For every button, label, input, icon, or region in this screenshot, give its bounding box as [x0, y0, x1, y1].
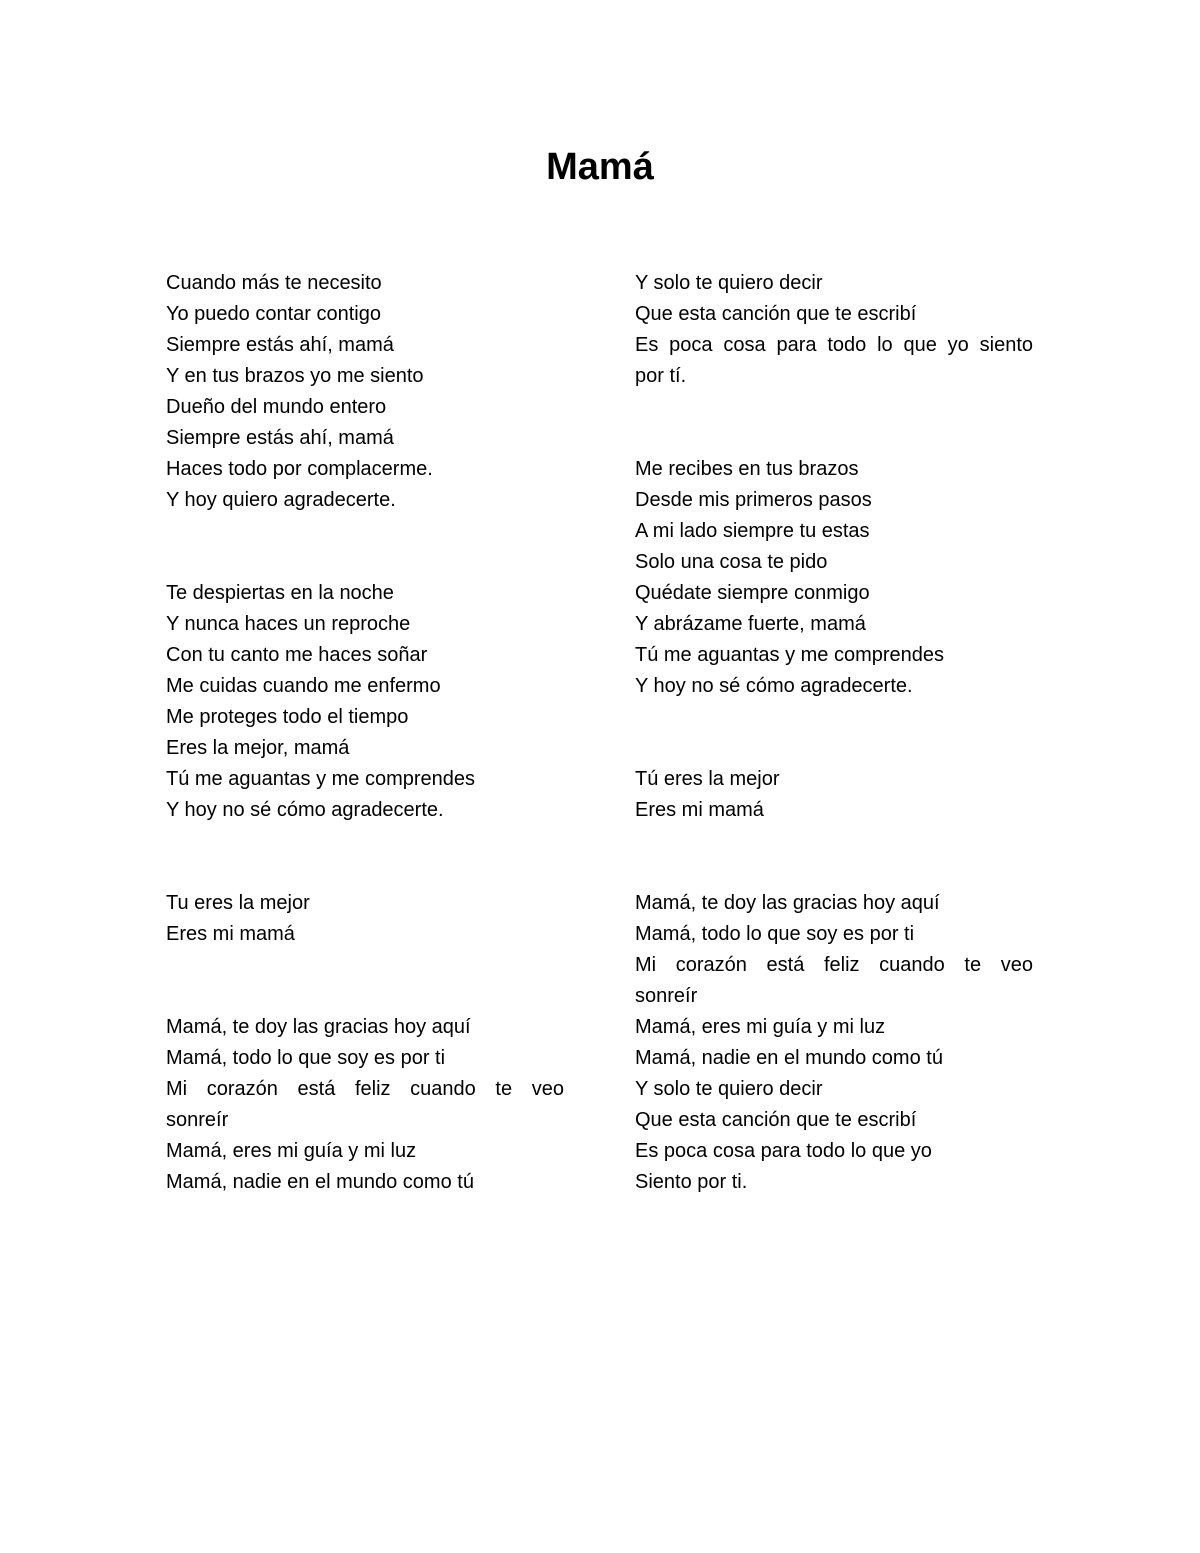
lyric-line: Dueño del mundo entero: [166, 396, 387, 418]
lyric-line: Desde mis primeros pasos: [635, 489, 872, 511]
lyric-line: Tú me aguantas y me comprendes: [166, 768, 476, 790]
lyric-line: Mamá, eres mi guía y mi luz: [635, 1016, 886, 1038]
lyric-line: Mamá, te doy las gracias hoy aquí: [635, 892, 940, 914]
lyric-line: Y solo te quiero decir: [635, 272, 823, 294]
lyric-line: Y en tus brazos yo me siento: [166, 365, 424, 387]
lyric-line: A mi lado siempre tu estas: [635, 520, 870, 542]
stanza-spacer: [166, 857, 564, 888]
lyrics-column-right: [635, 268, 1033, 1198]
lyric-line: Eres mi mamá: [166, 923, 295, 945]
lyric-line: Y nunca haces un reproche: [166, 613, 411, 635]
stanza-spacer: [635, 857, 1033, 888]
lyric-line: Mamá, eres mi guía y mi luz: [166, 1140, 417, 1162]
lyric-line: Mamá, te doy las gracias hoy aquí: [166, 1016, 471, 1038]
stanza-spacer: [635, 733, 1033, 764]
lyric-line: Me proteges todo el tiempo: [166, 706, 409, 728]
lyric-line: Eres mi mamá: [635, 799, 764, 821]
lyric-line: Siempre estás ahí, mamá: [166, 427, 394, 449]
lyric-line: Haces todo por complacerme.: [166, 458, 433, 480]
lyric-line: Te despiertas en la noche: [166, 582, 394, 604]
lyric-line: Tu eres la mejor: [166, 892, 310, 914]
stanza-spacer: [166, 950, 564, 981]
page-title: Mamá: [546, 146, 654, 188]
lyric-line: Y abrázame fuerte, mamá: [635, 613, 866, 635]
lyric-line: Quédate siempre conmigo: [635, 582, 870, 604]
lyric-line: Mi corazón está feliz cuando te veo: [166, 1078, 564, 1100]
lyric-line: por tí.: [635, 365, 687, 387]
lyric-line: sonreír: [166, 1109, 229, 1131]
lyric-line: Y solo te quiero decir: [635, 1078, 823, 1100]
lyric-line: Y hoy no sé cómo agradecerte.: [166, 799, 444, 821]
lyric-line: Tú me aguantas y me comprendes: [635, 644, 945, 666]
lyric-line: sonreír: [635, 985, 698, 1007]
lyric-line: Con tu canto me haces soñar: [166, 644, 428, 666]
stanza-spacer: [166, 547, 564, 578]
stanza-spacer: [166, 516, 564, 547]
lyric-line: Es poca cosa para todo lo que yo: [635, 1140, 932, 1162]
lyric-line: Solo una cosa te pido: [635, 551, 828, 573]
lyric-line: Mamá, todo lo que soy es por ti: [635, 923, 915, 945]
stanza-spacer: [635, 423, 1033, 454]
lyric-line: Cuando más te necesito: [166, 272, 382, 294]
lyric-line: Siento por ti.: [635, 1171, 748, 1193]
lyric-line: Y hoy no sé cómo agradecerte.: [635, 675, 913, 697]
lyric-line: Me cuidas cuando me enfermo: [166, 675, 441, 697]
lyric-line: Tú eres la mejor: [635, 768, 780, 790]
lyrics-column-left: [166, 268, 564, 1198]
lyric-line: Y hoy quiero agradecerte.: [166, 489, 396, 511]
lyric-line: Mamá, todo lo que soy es por ti: [166, 1047, 446, 1069]
lyric-line: Mamá, nadie en el mundo como tú: [635, 1047, 943, 1069]
lyric-line: Mi corazón está feliz cuando te veo: [635, 954, 1033, 976]
lyric-line: Que esta canción que te escribí: [635, 1109, 917, 1131]
lyric-line: Mamá, nadie en el mundo como tú: [166, 1171, 474, 1193]
stanza-spacer: [635, 392, 1033, 423]
lyric-line: Eres la mejor, mamá: [166, 737, 350, 759]
stanza-spacer: [635, 826, 1033, 857]
stanza-spacer: [166, 981, 564, 1012]
lyric-line: Que esta canción que te escribí: [635, 303, 917, 325]
lyric-line: Siempre estás ahí, mamá: [166, 334, 394, 356]
lyric-line: Me recibes en tus brazos: [635, 458, 859, 480]
lyric-line: Yo puedo contar contigo: [166, 303, 381, 325]
lyric-line: Es poca cosa para todo lo que yo siento: [635, 334, 1033, 356]
stanza-spacer: [166, 826, 564, 857]
stanza-spacer: [635, 702, 1033, 733]
